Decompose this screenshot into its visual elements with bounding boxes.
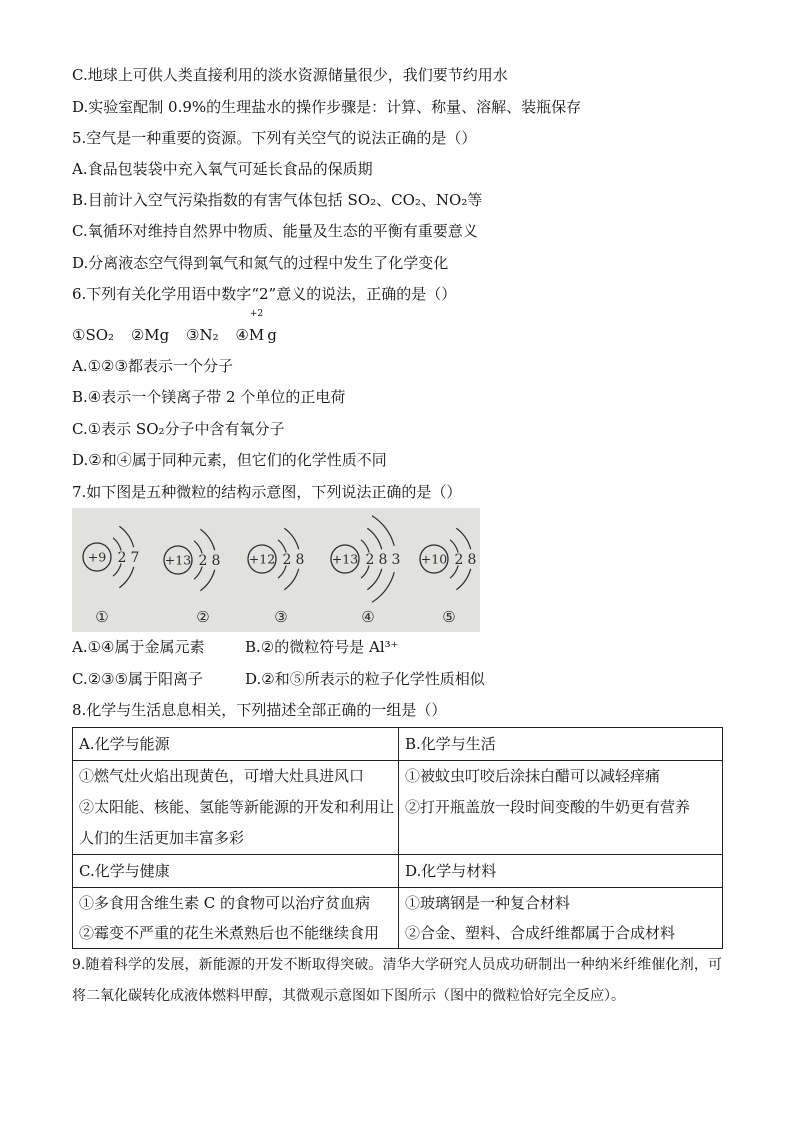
q6-symbols-row xyxy=(72,309,280,351)
cell-c-items xyxy=(73,888,399,949)
shell-electron-count: 8 xyxy=(467,552,477,568)
atom-structure-diagram xyxy=(72,508,480,632)
cell-a-items xyxy=(73,761,399,855)
atom-label: ① xyxy=(95,608,109,626)
table-row xyxy=(73,761,723,855)
table-row xyxy=(73,728,723,761)
cell-d-item-2: ②合金、塑料、合成纤维都属于合成材料 xyxy=(405,924,676,942)
nucleus-charge: +13 xyxy=(164,552,192,568)
q7-option-c: C.②③⑤属于阳离子 xyxy=(72,670,204,688)
shell-electron-count: 8 xyxy=(295,552,305,568)
nucleus-charge: +10 xyxy=(420,551,448,567)
q6-symbol-4-marker: ④ xyxy=(235,326,249,344)
table-row xyxy=(73,855,723,888)
q6-symbol-2: ②Mg xyxy=(130,326,170,344)
q7-stem: 7.如下图是五种微粒的结构示意图，下列说法正确的是（） xyxy=(72,483,462,501)
shell-electron-count: 2 xyxy=(365,552,375,568)
shell-electron-count: 8 xyxy=(211,553,221,569)
shell-electron-count: 2 xyxy=(282,552,292,568)
nucleus-charge: +9 xyxy=(87,549,107,565)
q7-option-a: A.①④属于金属元素 xyxy=(72,638,205,656)
shell-electron-count: 2 xyxy=(117,550,127,566)
q4-option-c: C.地球上可供人类直接利用的淡水资源储量很少，我们要节约用水 xyxy=(72,66,508,84)
cell-c-item-1: ①多食用含维生素 C 的食物可以治疗贫血病 xyxy=(79,894,371,912)
cell-c-title: C.化学与健康 xyxy=(73,855,399,888)
q5-option-b: B.目前计入空气污染指数的有害气体包括 SO₂、CO₂、NO₂等 xyxy=(72,191,483,209)
q8-options-table xyxy=(72,727,723,949)
atom-label: ③ xyxy=(274,608,288,626)
q7-option-d: D.②和⑤所表示的粒子化学性质相似 xyxy=(245,670,485,688)
cell-a-item-1: ①燃气灶火焰出现黄色，可增大灶具进风口 xyxy=(79,767,365,785)
atom-label: ② xyxy=(196,608,210,626)
q5-stem: 5.空气是一种重要的资源。下列有关空气的说法正确的是（） xyxy=(72,129,477,147)
cell-d-item-1: ①玻璃钢是一种复合材料 xyxy=(405,894,571,912)
q7-option-b: B.②的微粒符号是 Al³⁺ xyxy=(245,638,399,656)
nucleus-charge: +12 xyxy=(248,551,276,567)
q6-option-d: D.②和④属于同种元素，但它们的化学性质不同 xyxy=(72,451,387,469)
q6-option-c: C.①表示 SO₂分子中含有氧分子 xyxy=(72,420,285,438)
q5-option-a: A.食品包装袋中充入氧气可延长食品的保质期 xyxy=(72,160,373,178)
shell-electron-count: 7 xyxy=(130,550,140,566)
table-row xyxy=(73,888,723,949)
q6-symbol-4 xyxy=(235,309,280,351)
cell-a-item-2: ②太阳能、核能、氢能等新能源的开发和利用让人们的生活更加丰富多彩 xyxy=(79,798,395,847)
shell-electron-count: 2 xyxy=(454,552,464,568)
nucleus-charge: +13 xyxy=(331,551,359,567)
cell-b-title: B.化学与生活 xyxy=(399,728,723,761)
q6-symbol-3: ③N₂ xyxy=(186,326,219,344)
q6-stem: 6.下列有关化学用语中数字“2”意义的说法，正确的是（） xyxy=(72,285,457,303)
q5-option-d: D.分离液态空气得到氧气和氮气的过程中发生了化学变化 xyxy=(72,254,449,272)
cell-b-items xyxy=(399,761,723,855)
cell-b-item-2: ②打开瓶盖放一段时间变酸的牛奶更有营养 xyxy=(405,798,691,816)
q8-stem: 8.化学与生活息息相关，下列描述全部正确的一组是（） xyxy=(72,701,447,719)
q6-symbol-1: ①SO₂ xyxy=(72,326,115,344)
shell-electron-count: 8 xyxy=(378,552,388,568)
q5-option-c: C.氧循环对维持自然界中物质、能量及生态的平衡有重要意义 xyxy=(72,222,478,240)
cell-c-item-2: ②霉变不严重的花生米煮熟后也不能继续食用 xyxy=(79,924,380,942)
cell-d-items xyxy=(399,888,723,949)
cell-a-title: A.化学与能源 xyxy=(73,728,399,761)
atom-label: ④ xyxy=(361,608,375,626)
cell-b-item-1: ①被蚊虫叮咬后涂抹白醋可以减轻痒痛 xyxy=(405,767,661,785)
q6-option-a: A.①②③都表示一个分子 xyxy=(72,357,233,375)
q6-option-b: B.④表示一个镁离子带 2 个单位的正电荷 xyxy=(72,388,346,406)
atom-label: ⑤ xyxy=(442,608,456,626)
q4-option-d: D.实验室配制 0.9%的生理盐水的操作步骤是：计算、称量、溶解、装瓶保存 xyxy=(72,98,582,116)
q6-symbol-4-formula xyxy=(248,309,280,351)
shell-electron-count: 3 xyxy=(391,552,401,568)
q9-stem: 9.随着科学的发展，新能源的开发不断取得突破。清华大学研究人员成功研制出一种纳米纤维催化剂，可将二氧化碳转化成液体燃料甲醇，其微观示意图如下图所示（图中的微粒恰好完全反应）。 xyxy=(72,957,722,1004)
q6-symbol-4-valence: +2 xyxy=(249,309,264,319)
q6-symbol-4-element: Mg xyxy=(248,326,280,344)
cell-d-title: D.化学与材料 xyxy=(399,855,723,888)
shell-electron-count: 2 xyxy=(198,553,208,569)
